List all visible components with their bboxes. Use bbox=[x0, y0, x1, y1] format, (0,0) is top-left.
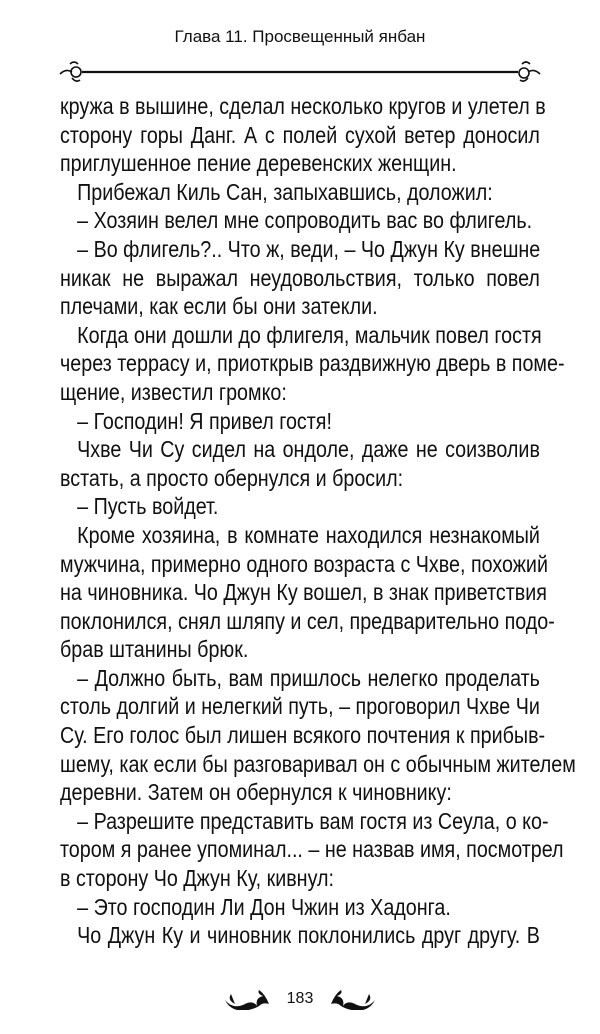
text-line: тором я ранее упоминал... – не назвав имя, посмотрел bbox=[60, 836, 564, 863]
right-flourish-icon bbox=[519, 62, 540, 81]
text-line: шему, как если бы разговаривал он с обычным жителем bbox=[60, 750, 576, 777]
text-line: – Во флигель?.. Что ж, веди, – Чо Джун Ку внешне bbox=[77, 235, 541, 262]
right-leaf-ornament-icon bbox=[325, 988, 377, 1010]
text-line: – Пусть войдет. bbox=[77, 493, 219, 520]
text-line: никак не выражал неудовольствия, только повел bbox=[60, 264, 540, 291]
page-footer bbox=[0, 988, 600, 1010]
text-line: на чиновника. Чо Джун Ку вошел, в знак приветствия bbox=[60, 579, 547, 606]
text-line: – Господин! Я привел гостя! bbox=[77, 407, 332, 434]
text-line: Кроме хозяина, в комнате находился незнакомый bbox=[77, 521, 540, 548]
text-line: в сторону Чо Джун Ку, кивнул: bbox=[60, 865, 334, 892]
text-line: – Разрешите представить вам гостя из Сеула, о ко- bbox=[77, 807, 549, 834]
running-header: Глава 11. Просвещенный янбан bbox=[174, 27, 426, 46]
text-line: мужчина, примерно одного возраста с Чхве, похожий bbox=[60, 550, 548, 577]
text-line: щение, известил громко: bbox=[60, 378, 287, 405]
text-line: сторону горы Данг. А с полей сухой ветер доносил bbox=[60, 121, 540, 148]
text-line: Когда они дошли до флигеля, мальчик повел гостя bbox=[77, 321, 542, 348]
left-leaf-ornament-icon bbox=[223, 988, 275, 1010]
text-line: столь долгий и нелегкий путь, – проговорил Чхве Чи bbox=[60, 693, 540, 720]
text-line: плечами, как если бы они затекли. bbox=[60, 293, 378, 320]
text-line: Чхве Чи Су сидел на ондоле, даже не соизволив bbox=[77, 436, 540, 463]
header-ornament-rule bbox=[58, 60, 542, 84]
text-line: через террасу и, приоткрыв раздвижную дверь в поме- bbox=[60, 350, 565, 377]
text-line: поклонился, снял шляпу и сел, предварительно подо- bbox=[60, 607, 555, 634]
text-line: брав штанины брюк. bbox=[60, 636, 249, 663]
text-line: кружа в вышине, сделал несколько кругов и улетел в bbox=[60, 93, 546, 119]
text-line: Су. Его голос был лишен всякого почтения к прибыв- bbox=[60, 722, 546, 749]
left-flourish-icon bbox=[60, 62, 81, 81]
text-line: приглушенное пение деревенских женщин. bbox=[60, 150, 457, 177]
text-line: Прибежал Киль Сан, запыхавшись, доложил: bbox=[77, 178, 493, 205]
text-line: встать, а просто обернулся и бросил: bbox=[60, 464, 404, 491]
text-line: – Должно быть, вам пришлось нелегко проделать bbox=[77, 664, 540, 691]
text-line: – Хозяин велел мне сопроводить вас во флигель. bbox=[77, 207, 533, 234]
text-line: Чо Джун Ку и чиновник поклонились друг другу. В bbox=[77, 922, 540, 949]
page-body-text bbox=[60, 92, 576, 950]
text-line: деревни. Затем он обернулся к чиновнику: bbox=[60, 779, 452, 806]
text-line: – Это господин Ли Дон Чжин из Хадонга. bbox=[77, 893, 451, 920]
page-number: 183 bbox=[286, 990, 314, 1007]
